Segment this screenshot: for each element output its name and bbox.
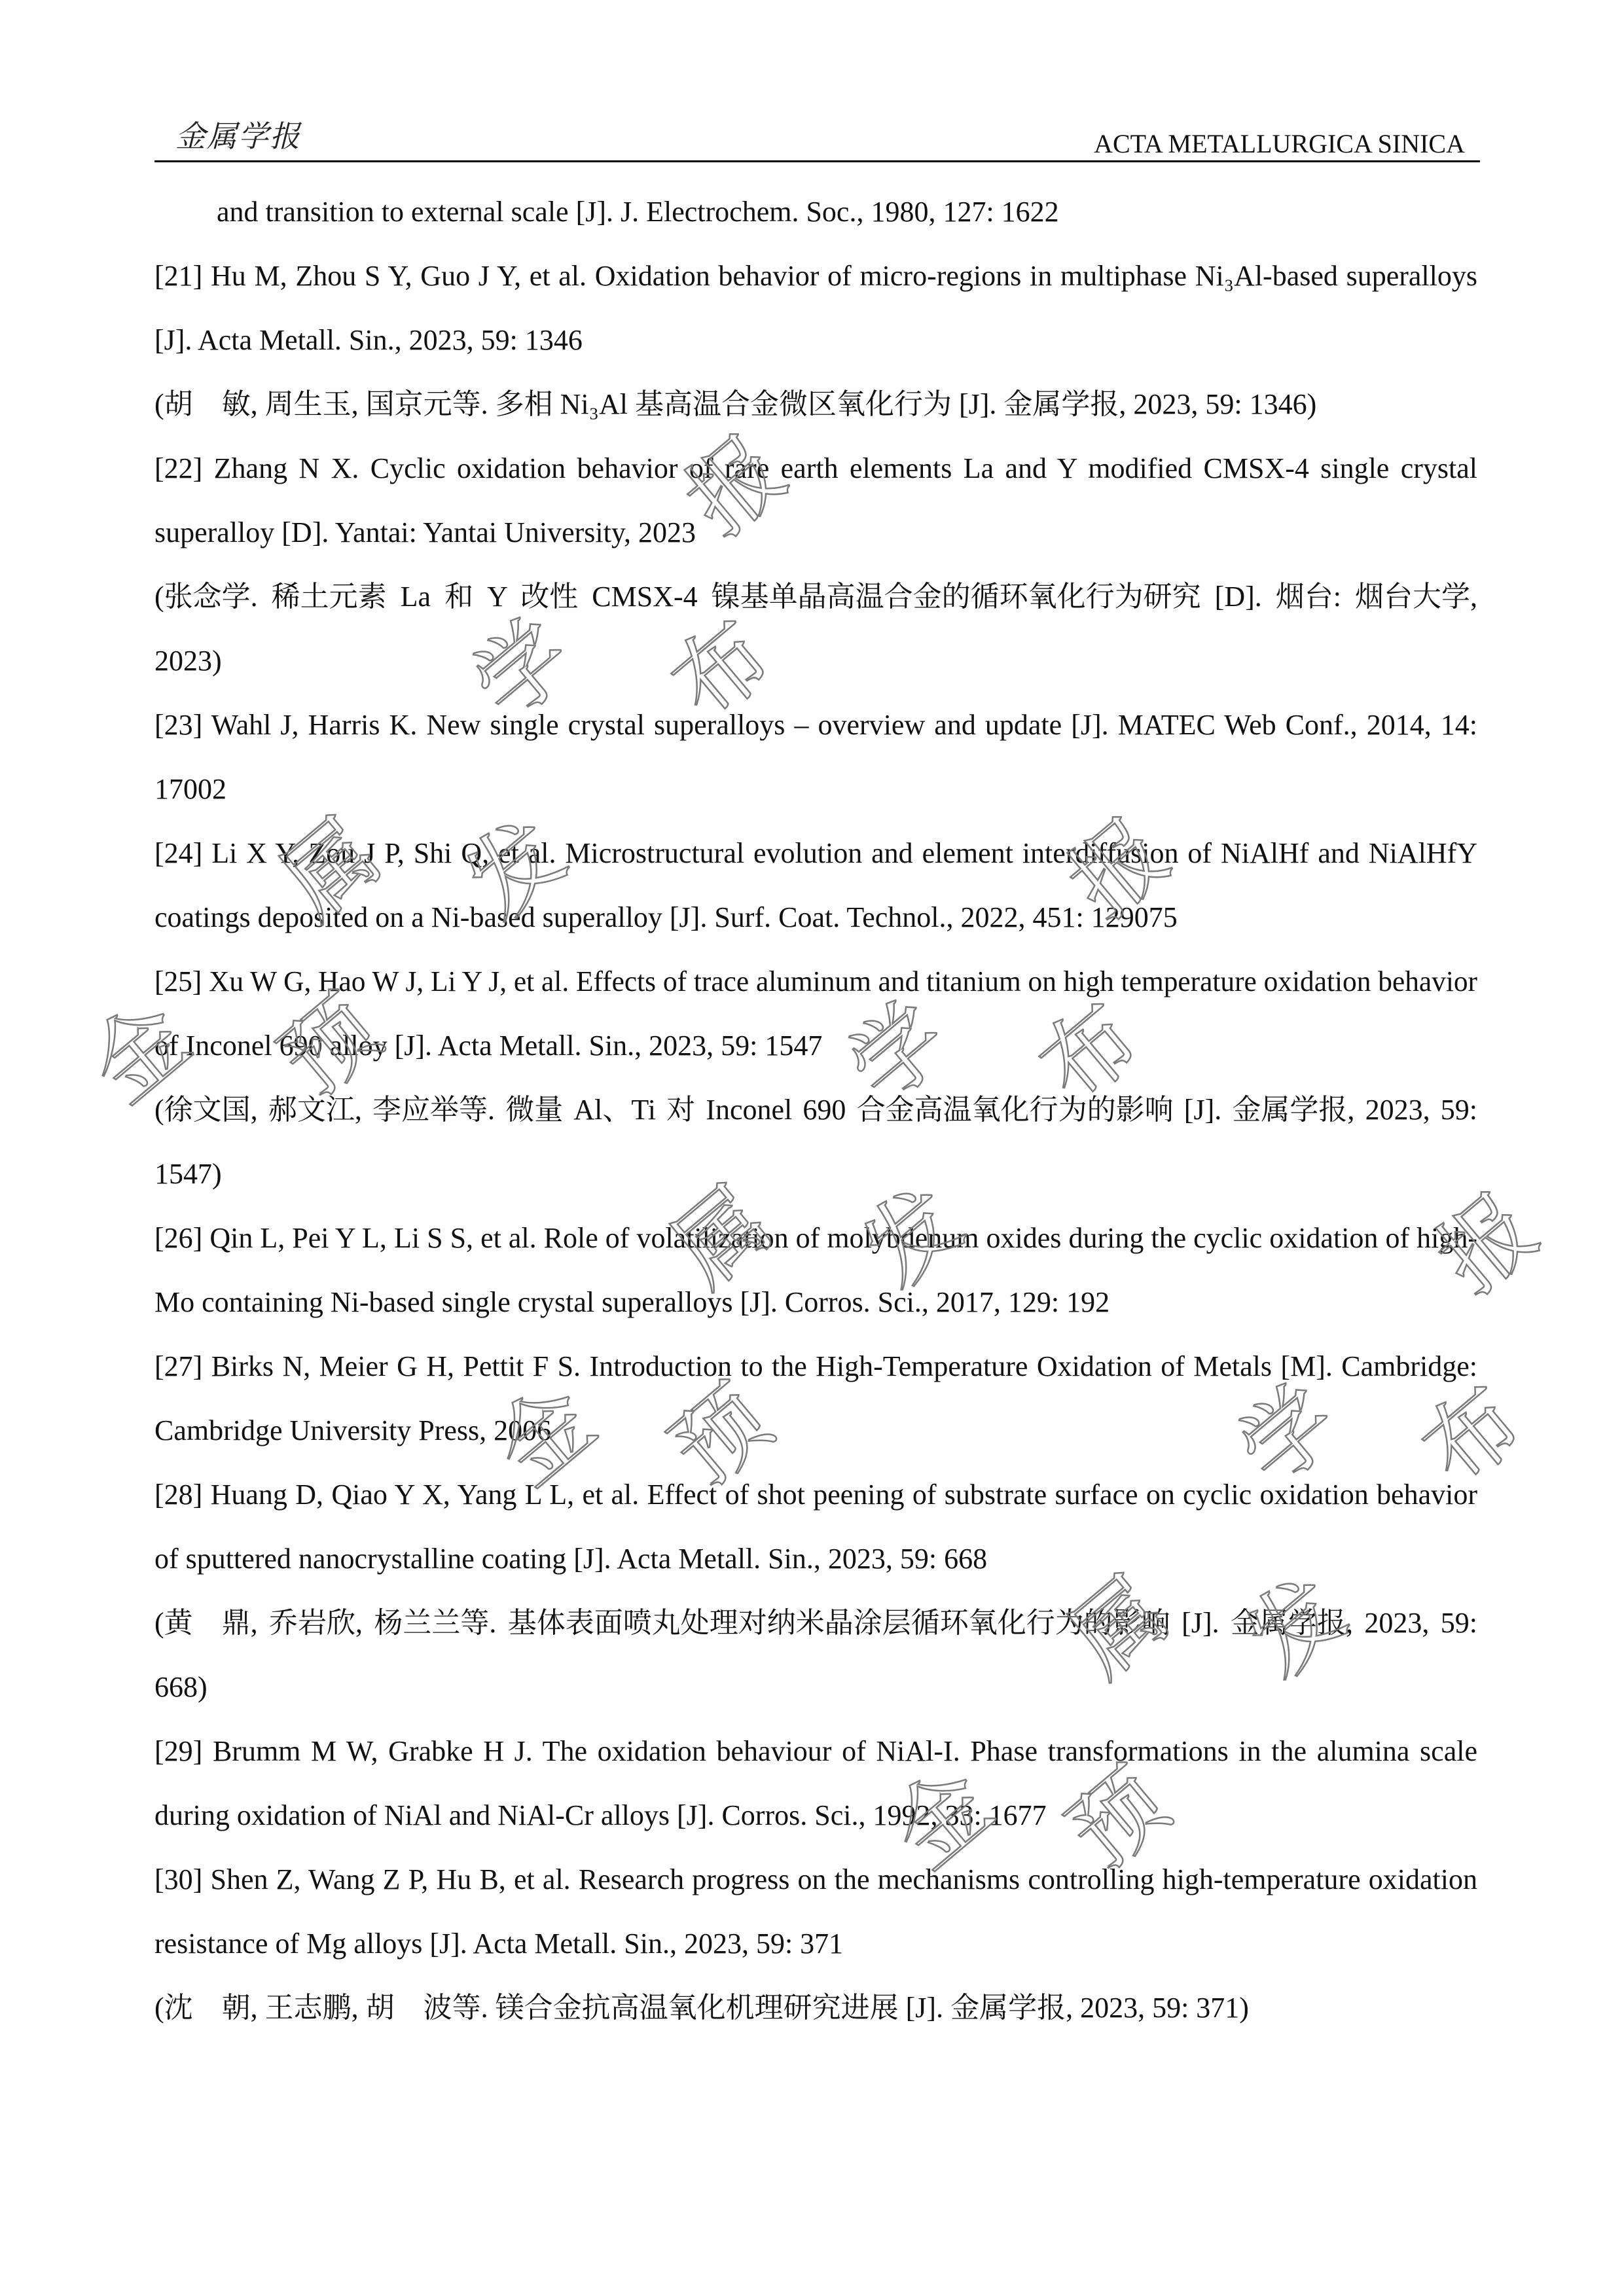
reference-line bbox=[154, 821, 1477, 886]
journal-name: ACTA METALLURGICA SINICA bbox=[1094, 129, 1465, 158]
reference-entry bbox=[154, 693, 1477, 821]
reference-line-text: [22] Zhang N X. Cyclic oxidation behavior of rare earth elements La and Y modified CMSX-4 single crystal bbox=[154, 452, 1477, 484]
reference-line-text: [27] Birks N, Meier G H, Pettit F S. Introduction to the High-Temperature Oxidation of Metals [M]. Cambridge: bbox=[154, 1350, 1477, 1382]
reference-line-text: superalloy [D]. Yantai: Yantai University, 2023 bbox=[154, 516, 696, 548]
watermark-character: 发 bbox=[446, 798, 585, 940]
reference-line bbox=[154, 1719, 1477, 1784]
reference-line bbox=[154, 308, 1477, 372]
reference-line-text: [21] Hu M, Zhou S Y, Guo J Y, et al. Oxidation behavior of micro-regions in multiphase Ni₃Al-based superalloys bbox=[154, 260, 1477, 292]
watermark-character: 学 bbox=[453, 600, 592, 741]
reference-line bbox=[154, 1399, 1477, 1463]
watermark-character: 金 bbox=[873, 1748, 1012, 1890]
watermark-character: 布 bbox=[652, 600, 791, 741]
watermark-character: 预 bbox=[261, 975, 401, 1117]
reference-entry bbox=[154, 821, 1477, 950]
watermark-character: 金 bbox=[70, 982, 209, 1124]
reference-line-text: [25] Xu W G, Hao W J, Li Y J, et al. Effects of trace aluminum and titanium on high temperature oxidation behavior bbox=[154, 965, 1477, 997]
reference-line bbox=[154, 886, 1477, 950]
reference-line bbox=[154, 1270, 1477, 1335]
reference-entry bbox=[154, 1335, 1477, 1463]
reference-line bbox=[154, 1206, 1477, 1270]
reference-line bbox=[154, 1591, 1477, 1655]
reference-line-text: [J]. Acta Metall. Sin., 2023, 59: 1346 bbox=[154, 324, 583, 356]
reference-line-text: (沈 朝, 王志鹏, 胡 波等. 镁合金抗高温氧化机理研究进展 [J]. 金属学报, 2023, 59: 371) bbox=[154, 1992, 1249, 2024]
reference-entry bbox=[154, 950, 1477, 1078]
reference-line-text: [23] Wahl J, Harris K. New single crystal superalloys – overview and update [J]. MATEC Web Conf., 2014, 14: bbox=[154, 709, 1477, 741]
reference-line bbox=[154, 565, 1477, 629]
reference-line bbox=[154, 757, 1477, 821]
watermark-character: 学 bbox=[1219, 1365, 1358, 1507]
reference-line-text: [28] Huang D, Qiao Y X, Yang L L, et al. Effect of shot peening of substrate surface on cyclic oxidation behavior bbox=[154, 1479, 1477, 1511]
watermark-character: 预 bbox=[652, 1365, 791, 1507]
reference-chinese-translation bbox=[154, 1591, 1477, 1719]
reference-line bbox=[154, 693, 1477, 757]
reference-chinese-translation bbox=[154, 372, 1477, 437]
reference-line-text: (黄 鼎, 乔岩欣, 杨兰兰等. 基体表面喷丸处理对纳米晶涂层循环氧化行为的影响 [J]. 金属学报, 2023, 59: bbox=[154, 1607, 1477, 1639]
watermark-character: 发 bbox=[843, 1166, 983, 1308]
reference-line bbox=[154, 372, 1477, 437]
reference-line-text: 17002 bbox=[154, 773, 226, 805]
reference-line-text: [29] Brumm M W, Grabke H J. The oxidation behaviour of NiAl-I. Phase transformations in the alumina scale bbox=[154, 1735, 1477, 1767]
reference-entry bbox=[154, 1206, 1477, 1335]
reference-line-text: Mo containing Ni-based single crystal superalloys [J]. Corros. Sci., 2017, 129: 192 bbox=[154, 1286, 1110, 1318]
watermark-character: 学 bbox=[829, 982, 968, 1124]
watermark-character: 报 bbox=[1418, 1174, 1557, 1315]
watermark-character: 布 bbox=[1020, 982, 1159, 1124]
reference-entry bbox=[154, 1719, 1477, 1848]
reference-entry bbox=[154, 1848, 1477, 1976]
reference-line bbox=[154, 629, 1477, 693]
reference-line-text: [26] Qin L, Pei Y L, Li S S, et al. Role of volatilization of molybdenum oxides during the cyclic oxidation of high- bbox=[154, 1222, 1477, 1254]
reference-line bbox=[154, 1655, 1477, 1719]
reference-line-text: (张念学. 稀土元素 La 和 Y 改性 CMSX-4 镍基单晶高温合金的循环氧化行为研究 [D]. 烟台: 烟台大学, bbox=[154, 581, 1477, 613]
reference-line bbox=[154, 1976, 1477, 2040]
reference-line bbox=[154, 1142, 1477, 1206]
reference-line-text: resistance of Mg alloys [J]. Acta Metall. Sin., 2023, 59: 371 bbox=[154, 1928, 844, 1960]
reference-line bbox=[154, 180, 1477, 244]
reference-chinese-translation bbox=[154, 1078, 1477, 1206]
reference-line-text: 1547) bbox=[154, 1158, 222, 1190]
reference-line bbox=[154, 1078, 1477, 1142]
reference-line-text: of sputtered nanocrystalline coating [J]. Acta Metall. Sin., 2023, 59: 668 bbox=[154, 1543, 988, 1575]
reference-line-text: 2023) bbox=[154, 645, 222, 677]
watermark-character: 金 bbox=[475, 1365, 615, 1507]
reference-line bbox=[154, 1463, 1477, 1527]
reference-line bbox=[154, 1912, 1477, 1976]
reference-line-text: coatings deposited on a Ni-based superalloy [J]. Surf. Coat. Technol., 2022, 451: 129075 bbox=[154, 901, 1178, 933]
journal-logo: 金属学报 bbox=[175, 118, 301, 154]
reference-line-text: of Inconel 690 alloy [J]. Acta Metall. Sin., 2023, 59: 1547 bbox=[154, 1030, 823, 1062]
reference-line-text: [30] Shen Z, Wang Z P, Hu B, et al. Research progress on the mechanisms controlling high-temperature oxidation bbox=[154, 1863, 1477, 1895]
reference-line bbox=[154, 1527, 1477, 1591]
reference-line bbox=[154, 244, 1477, 308]
reference-line-text: 668) bbox=[154, 1671, 208, 1703]
reference-line-text: during oxidation of NiAl and NiAl-Cr alloys [J]. Corros. Sci., 1992, 33: 1677 bbox=[154, 1799, 1047, 1831]
watermark-character: 属 bbox=[652, 1166, 791, 1308]
watermark-character: 报 bbox=[666, 416, 806, 557]
watermark-character: 属 bbox=[261, 798, 401, 940]
watermark-character: 预 bbox=[1049, 1748, 1189, 1890]
reference-line-text: (徐文国, 郝文江, 李应举等. 微量 Al、Ti 对 Inconel 690 合金高温氧化行为的影响 [J]. 金属学报, 2023, 59: bbox=[154, 1094, 1477, 1126]
reference-chinese-translation bbox=[154, 1976, 1477, 2040]
reference-entry bbox=[154, 244, 1477, 372]
reference-entry bbox=[154, 1463, 1477, 1591]
watermark-character: 属 bbox=[1049, 1556, 1189, 1698]
reference-line bbox=[154, 1784, 1477, 1848]
header-rule bbox=[154, 160, 1480, 162]
reference-line bbox=[154, 437, 1477, 501]
reference-entry bbox=[154, 437, 1477, 565]
reference-chinese-translation bbox=[154, 565, 1477, 693]
reference-line bbox=[154, 1848, 1477, 1912]
reference-line-text: [24] Li X Y, Zou J P, Shi Q, et al. Microstructural evolution and element interdiffusion of NiAlHf and NiAlHfY bbox=[154, 837, 1477, 869]
watermark-character: 布 bbox=[1403, 1365, 1542, 1507]
reference-line bbox=[154, 1335, 1477, 1399]
reference-line bbox=[154, 501, 1477, 565]
watermark-character: 报 bbox=[1049, 798, 1189, 940]
reference-line-text: and transition to external scale [J]. J. Electrochem. Soc., 1980, 127: 1622 bbox=[217, 196, 1059, 228]
reference-list bbox=[154, 180, 1477, 2040]
reference-line bbox=[154, 950, 1477, 1014]
watermark-character: 发 bbox=[1226, 1556, 1365, 1698]
reference-line-text: Cambridge University Press, 2006 bbox=[154, 1414, 552, 1446]
reference-line bbox=[154, 1014, 1477, 1078]
reference-line-text: (胡 敏, 周生玉, 国京元等. 多相 Ni₃Al 基高温合金微区氧化行为 [J]. 金属学报, 2023, 59: 1346) bbox=[154, 388, 1317, 420]
reference-continuation bbox=[154, 180, 1477, 244]
